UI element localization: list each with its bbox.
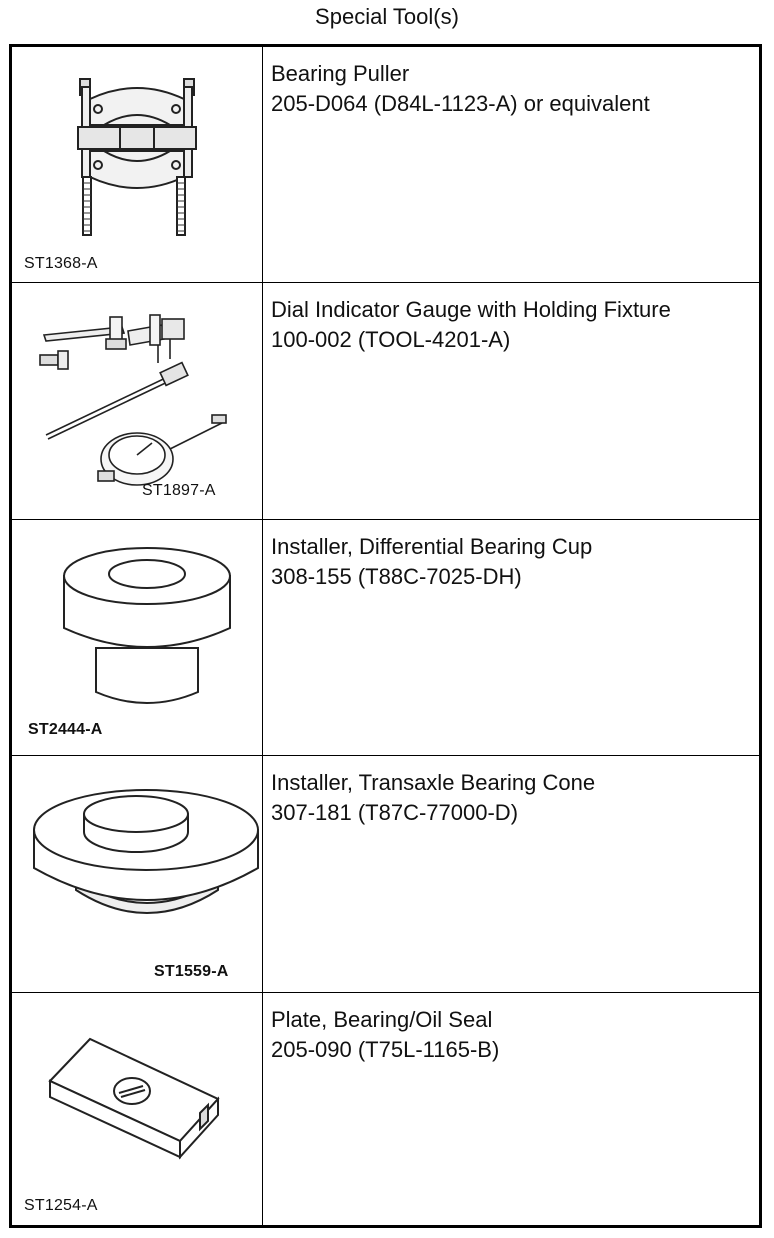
tool-name: Bearing Puller bbox=[271, 61, 410, 86]
special-tools-table bbox=[9, 44, 762, 1228]
image-reference: ST1254-A bbox=[24, 1197, 98, 1214]
tool-number: 307-181 (T87C-77000-D) bbox=[271, 800, 519, 825]
tool-description bbox=[271, 295, 671, 355]
image-reference: ST1368-A bbox=[24, 255, 98, 272]
tool-number: 205-090 (T75L-1165-B) bbox=[271, 1037, 500, 1062]
tool-name: Installer, Transaxle Bearing Cone bbox=[271, 770, 596, 795]
tool-number: 308-155 (T88C-7025-DH) bbox=[271, 564, 522, 589]
table-row-bearing-cone-installer bbox=[12, 755, 759, 992]
tool-description bbox=[271, 59, 650, 119]
image-reference: ST2444-A bbox=[28, 721, 103, 738]
dial-indicator-icon bbox=[12, 283, 262, 520]
tool-number: 205-D064 (D84L-1123-A) or equivalent bbox=[271, 91, 650, 116]
tool-description bbox=[271, 768, 595, 828]
tool-image-cell bbox=[12, 756, 263, 992]
image-reference: ST1897-A bbox=[142, 482, 216, 499]
table-row-dial-indicator bbox=[12, 282, 759, 519]
tool-image-cell bbox=[12, 520, 263, 755]
image-reference: ST1559-A bbox=[154, 963, 229, 980]
tool-name: Installer, Differential Bearing Cup bbox=[271, 534, 593, 559]
tool-image-cell bbox=[12, 993, 263, 1225]
bearing-puller-icon bbox=[12, 47, 262, 282]
seal-plate-icon bbox=[12, 993, 262, 1226]
tool-description bbox=[271, 532, 592, 592]
tool-name: Plate, Bearing/Oil Seal bbox=[271, 1007, 493, 1032]
tool-name: Dial Indicator Gauge with Holding Fixture bbox=[271, 297, 671, 322]
page-title: Special Tool(s) bbox=[315, 4, 459, 29]
table-row-bearing-puller bbox=[12, 47, 759, 282]
tool-image-cell bbox=[12, 47, 263, 282]
tool-image-cell bbox=[12, 283, 263, 519]
table-row-seal-plate bbox=[12, 992, 759, 1225]
table-row-bearing-cup-installer bbox=[12, 519, 759, 755]
tool-number: 100-002 (TOOL-4201-A) bbox=[271, 327, 511, 352]
bearing-cone-installer-icon bbox=[12, 756, 262, 993]
tool-description bbox=[271, 1005, 499, 1065]
